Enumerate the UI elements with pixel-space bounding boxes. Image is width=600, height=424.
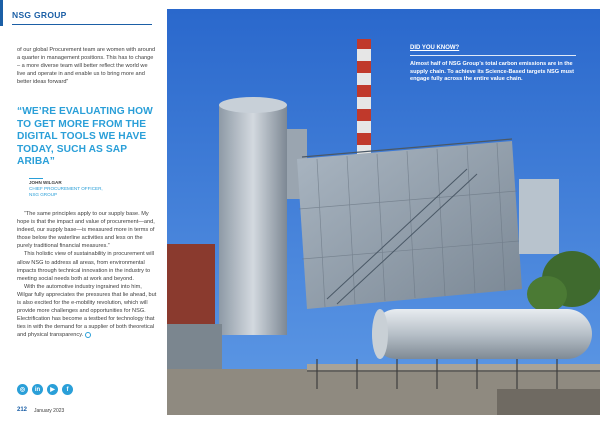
globe-icon[interactable]: ◎ [17,384,28,395]
brand-accent-bar [0,0,3,26]
intro-paragraph: of our global Procurement team are women with around a quarter in management positions. This has to change – a more diverse team will better reflect the world we live and operate in and enable us to bring more and better ideas forward” [17,47,156,86]
linkedin-icon[interactable]: in [32,384,43,395]
body-paragraph-3-text: With the automotive industry ingrained into him, Wilgar fully appreciates the pressures that lie ahead, but is also excited for the e-mobility revolution, which will provide more challenges and opportunities for NSG. Electrification has become a testbed for technology that ties in with the demand for a supplier of both theoretical and physical transparency. [17,283,157,339]
body-column [17,210,157,340]
author-role-line2: NSG GROUP [29,192,58,197]
issue-date: January 2023 [34,408,65,414]
quote-author [29,180,103,198]
body-paragraph-3 [17,283,157,340]
quote-divider [29,178,43,179]
body-paragraph-1: “The same principles apply to our supply base. My hope is that the impact and value of procurement—and, indeed, our supply base—is measured more in terms of those below the waterline activities and less on the purely traditional financial measures.” [17,211,155,250]
did-you-know-divider [410,55,576,56]
pull-quote: “WE’RE EVALUATING HOW TO GET MORE FROM THE DIGITAL TOOLS WE HAVE TODAY, SUCH AS SAP ARIBA” [17,106,153,168]
brand-name: NSG GROUP [12,10,67,20]
header-divider [12,24,152,25]
author-role-line1: CHIEF PROCUREMENT OFFICER, [29,186,103,191]
end-mark-icon [85,332,91,338]
did-you-know-box [410,45,580,84]
page-number: 212 [17,407,28,413]
body-paragraph-2: This holistic view of sustainability in procurement will allow NSG to address all areas, from environmental impacts through technical innovation in the industry to meeting social needs both at work and beyond. [17,251,154,282]
author-name: JOHN WILGAR [29,180,62,185]
did-you-know-title: DID YOU KNOW? [410,45,460,51]
social-links [17,384,73,395]
facebook-icon[interactable]: f [62,384,73,395]
intro-column [17,46,157,86]
youtube-icon[interactable]: ▶ [47,384,58,395]
did-you-know-text: Almost half of NSG Group’s total carbon emissions are in the supply chain. To achieve its Science-Based targets NSG must engage fully across the entire value chain. [410,61,575,83]
